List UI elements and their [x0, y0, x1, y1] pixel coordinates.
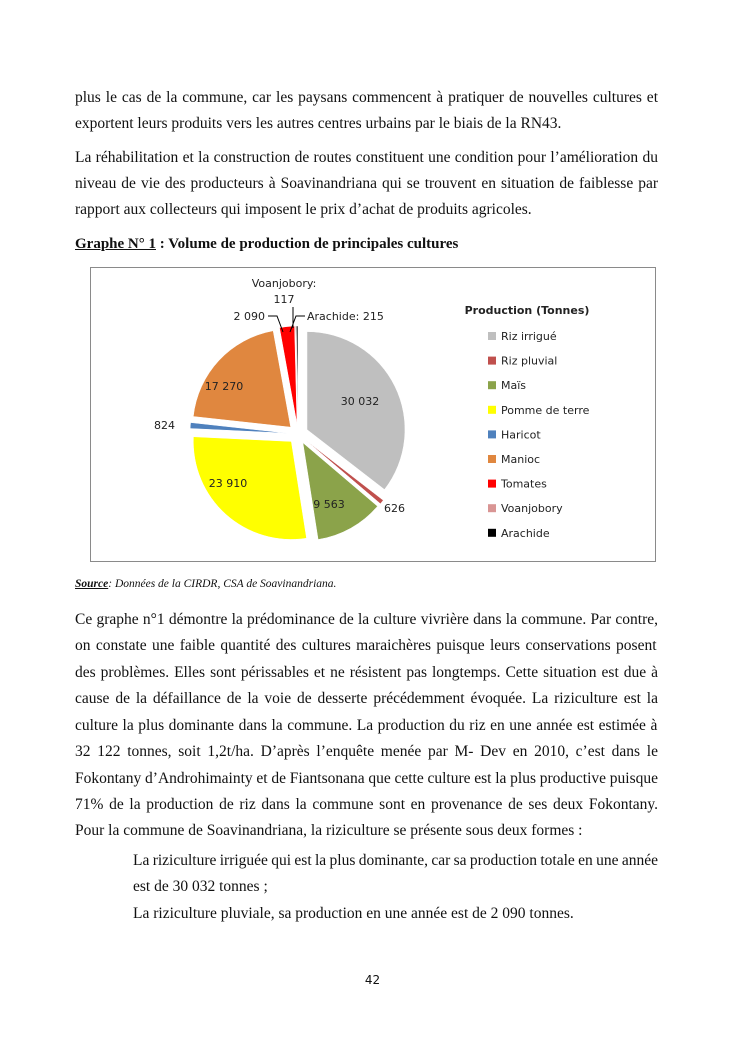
bullet-item: La riziculture pluviale, sa production en une année est de 2 090 tonnes. — [133, 905, 574, 922]
legend-item: Voanjobory — [501, 502, 563, 516]
legend-item: Riz irrigué — [501, 330, 557, 343]
text-line: cause de la défaillance de la voie de desserte précédemment évoquée. La riziculture est la — [75, 690, 658, 707]
legend-swatch — [488, 455, 496, 463]
text-line: rapport aux collecteurs qui imposent le prix d’achat de produits agricoles. — [75, 201, 532, 218]
data-label-prefix: Voanjobory: — [251, 277, 317, 290]
pie-chart — [90, 267, 656, 562]
bullet-item: La riziculture irriguée qui est la plus dominante, car sa production totale en une année — [133, 852, 658, 869]
data-label: 23 910 — [208, 477, 248, 490]
legend-item: Maïs — [501, 379, 527, 393]
text-line: culture la plus dominante dans la commune. La production du riz en une année est estimée à — [75, 717, 658, 734]
legend-swatch — [488, 381, 496, 389]
legend-swatch — [488, 406, 496, 414]
figure-source — [75, 578, 336, 590]
data-label: 9 563 — [313, 498, 345, 511]
data-label: 2 090 — [233, 310, 265, 323]
figure-title — [75, 236, 458, 253]
data-label: Arachide: 215 — [307, 310, 384, 323]
text-line: Ce graphe n°1 démontre la prédominance de la culture vivrière dans la commune. Par contre, — [75, 611, 658, 628]
data-label: 626 — [384, 502, 405, 515]
text-line: niveau de vie des producteurs à Soavinandriana qui se trouvent en situation de faiblesse par — [75, 175, 658, 192]
legend-title: Production (Tonnes) — [464, 304, 590, 317]
text-line: 71% de la production de riz dans la commune sont en provenance de ses deux Fokontany. — [75, 796, 658, 813]
legend-item: Tomates — [501, 477, 547, 491]
text-line: des problèmes. Elles sont périssables et ne résistent pas longtemps. Cette situation est due à — [75, 664, 658, 681]
source-label: Source — [75, 578, 109, 590]
legend-item: Haricot — [501, 428, 541, 442]
data-label: 117 — [273, 293, 295, 306]
text-line: plus le cas de la commune, car les paysans commencent à pratiquer de nouvelles cultures et — [75, 89, 658, 106]
source-text: : Données de la CIRDR, CSA de Soavinandriana. — [108, 578, 337, 590]
text-line: on constate une faible quantité des cultures maraichères puisque leurs conservations posent — [75, 637, 657, 654]
pie-slice-manioc — [193, 331, 290, 427]
text-line: exportent leurs produits vers les autres centres urbains par le biais de la RN43. — [75, 115, 562, 132]
page-number: 42 — [364, 973, 381, 987]
text-line: La réhabilitation et la construction de routes constituent une condition pour l’amélioration du — [75, 149, 658, 166]
legend-item: Pomme de terre — [501, 403, 590, 417]
legend-item: Manioc — [501, 453, 541, 466]
data-label: 30 032 — [340, 395, 380, 408]
text-line: 32 122 tonnes, soit 1,2t/ha. D’après l’enquête menée par M- Dev en 2010, c’est dans le — [75, 743, 658, 760]
text-line: Fokontany d’Androhimainty et de Fiantsonana que cette culture est la plus productive puisque — [75, 770, 658, 787]
text-line: Pour la commune de Soavinandriana, la riziculture se présente sous deux formes : — [75, 822, 583, 839]
bullet-item: est de 30 032 tonnes ; — [133, 878, 268, 895]
data-label: 17 270 — [204, 380, 244, 393]
legend-swatch — [488, 357, 496, 365]
legend-swatch — [488, 332, 496, 340]
legend-swatch — [488, 480, 496, 488]
legend-item: Riz pluvial — [501, 354, 558, 368]
figure-label: Graphe N° 1 — [75, 236, 156, 252]
legend-swatch — [488, 430, 496, 438]
legend-item: Arachide — [501, 526, 550, 540]
legend-swatch — [488, 504, 496, 512]
data-label: 824 — [154, 419, 175, 432]
figure-caption: : Volume de production de principales cultures — [156, 236, 459, 252]
pie-chart-svg — [91, 268, 657, 563]
legend-swatch — [488, 529, 496, 537]
